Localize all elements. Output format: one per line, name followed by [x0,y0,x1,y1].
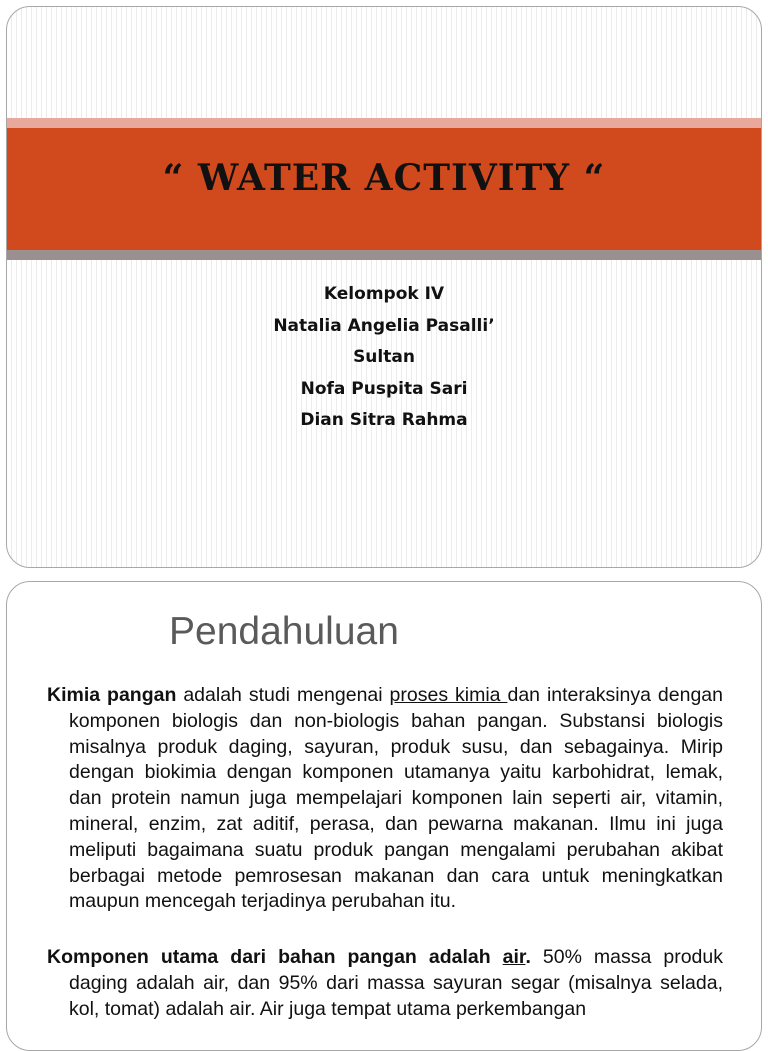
member-line: Natalia Angelia Pasalli’ [273,315,495,336]
paragraph-komponen-utama [47,945,723,1022]
paragraph-text: dan interaksinya dengan komponen biologis dan non-biologis bahan pangan. Substansi biologis misalnya produk daging, sayuran, produk susu, dan sebagainya. Mirip dengan biokimia dengan komponen utamanya yaitu karbohidrat, lemak, dan protein namun juga mempelajari komponen lain seperti air, vitamin, mineral, enzim, zat aditif, perasa, dan pewarna makanan. Ilmu ini juga meliputi bagaimana suatu produk pangan mengalami perubahan akibat berbagai metode pemrosesan makanan dan cara untuk meningkatkan maupun mencegah terjadinya perubahan itu. [69,684,724,913]
link-proses-kimia[interactable]: proses kimia [389,684,508,706]
bold-sentence: Komponen utama dari bahan pangan adalah [47,946,503,968]
member-line: Nofa Puspita Sari [300,378,468,399]
content-slide [6,581,762,1051]
bold-term: Kimia pangan [47,684,177,706]
title-band-bottom-stripe [7,250,761,260]
paragraph-text: adalah studi mengenai [176,684,390,706]
title-slide [6,6,762,568]
link-air[interactable]: air [502,946,526,968]
member-list [7,279,761,437]
title-band-top-stripe [7,118,761,128]
section-heading: Pendahuluan [169,610,399,653]
paragraph-kimia-pangan [47,683,723,915]
paragraph-text: 50% massa produk daging adalah air, dan 95% dari massa sayuran segar (misalnya selada, kol, tomat) adalah air. Air juga tempat utama perkembangan [69,946,723,1020]
member-line: Dian Sitra Rahma [300,410,468,430]
member-line: Sultan [353,347,415,367]
member-line: Kelompok IV [323,284,445,304]
slide-title: “ WATER ACTIVITY “ [162,157,606,199]
bold-period: . [525,946,531,968]
